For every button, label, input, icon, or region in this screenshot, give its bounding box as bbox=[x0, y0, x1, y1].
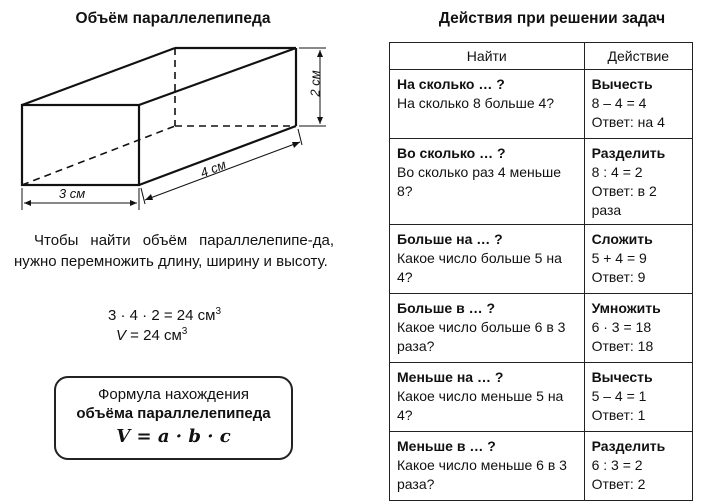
formula-box bbox=[54, 376, 293, 460]
find-cell: На сколько … ? На сколько 8 больше 4? bbox=[390, 70, 585, 139]
actions-table bbox=[389, 42, 693, 501]
action-cell: Умножить 6 · 3 = 18 Ответ: 18 bbox=[584, 294, 692, 363]
find-cell: Меньше на … ? Какое число меньше 5 на 4? bbox=[390, 363, 585, 432]
calc-line-2: V = 24 $см^3$ bbox=[116, 326, 188, 344]
header-find: Найти bbox=[390, 43, 585, 70]
table-row bbox=[390, 225, 693, 294]
formula-caption: Формула нахождения bbox=[97, 386, 250, 403]
table-header-row bbox=[390, 43, 693, 70]
table-row bbox=[390, 294, 693, 363]
table-row bbox=[390, 139, 693, 225]
left-title: Объём параллелепипеда bbox=[75, 10, 271, 27]
action-cell: Разделить 8 : 4 = 2 Ответ: в 2 раза bbox=[584, 139, 692, 225]
find-cell: Больше в … ? Какое число больше 6 в 3 раза? bbox=[390, 294, 585, 363]
hidden-bottom-left-edge bbox=[22, 126, 175, 185]
width-label: 4 см bbox=[198, 156, 229, 181]
front-face bbox=[22, 105, 139, 185]
length-label: 3 см bbox=[58, 186, 86, 201]
find-cell: Больше на … ? Какое число больше 5 на 4? bbox=[390, 225, 585, 294]
formula-caption-bold: объёма параллелепипеда bbox=[76, 405, 271, 422]
height-label: 2 см bbox=[307, 70, 323, 97]
bottom-right-edge bbox=[139, 126, 296, 185]
header-action: Действие bbox=[584, 43, 692, 70]
table-row bbox=[390, 70, 693, 139]
right-title: Действия при решении задач bbox=[438, 10, 666, 27]
top-right-edge bbox=[139, 48, 296, 105]
top-left-edge bbox=[22, 48, 175, 105]
action-cell: Сложить 5 + 4 = 9 Ответ: 9 bbox=[584, 225, 692, 294]
table-row bbox=[390, 432, 693, 501]
action-cell: Разделить 6 : 3 = 2 Ответ: 2 bbox=[584, 432, 692, 501]
action-cell: Вычесть 8 – 4 = 4 Ответ: на 4 bbox=[584, 70, 692, 139]
action-cell: Вычесть 5 – 4 = 1 Ответ: 1 bbox=[584, 363, 692, 432]
find-cell: Меньше в … ? Какое число меньше 6 в 3 раза? bbox=[390, 432, 585, 501]
find-cell: Во сколько … ? Во сколько раз 4 меньше 8? bbox=[390, 139, 585, 225]
volume-explanation: Чтобы найти объём параллелепипе-да, нужно перемножить длину, ширину и высоту. bbox=[14, 232, 334, 270]
volume-formula: V = a · b · c bbox=[116, 426, 231, 447]
table-row bbox=[390, 363, 693, 432]
calc-line-1: 3 · 4 · 2 = 24 $см^3$ bbox=[108, 306, 222, 324]
